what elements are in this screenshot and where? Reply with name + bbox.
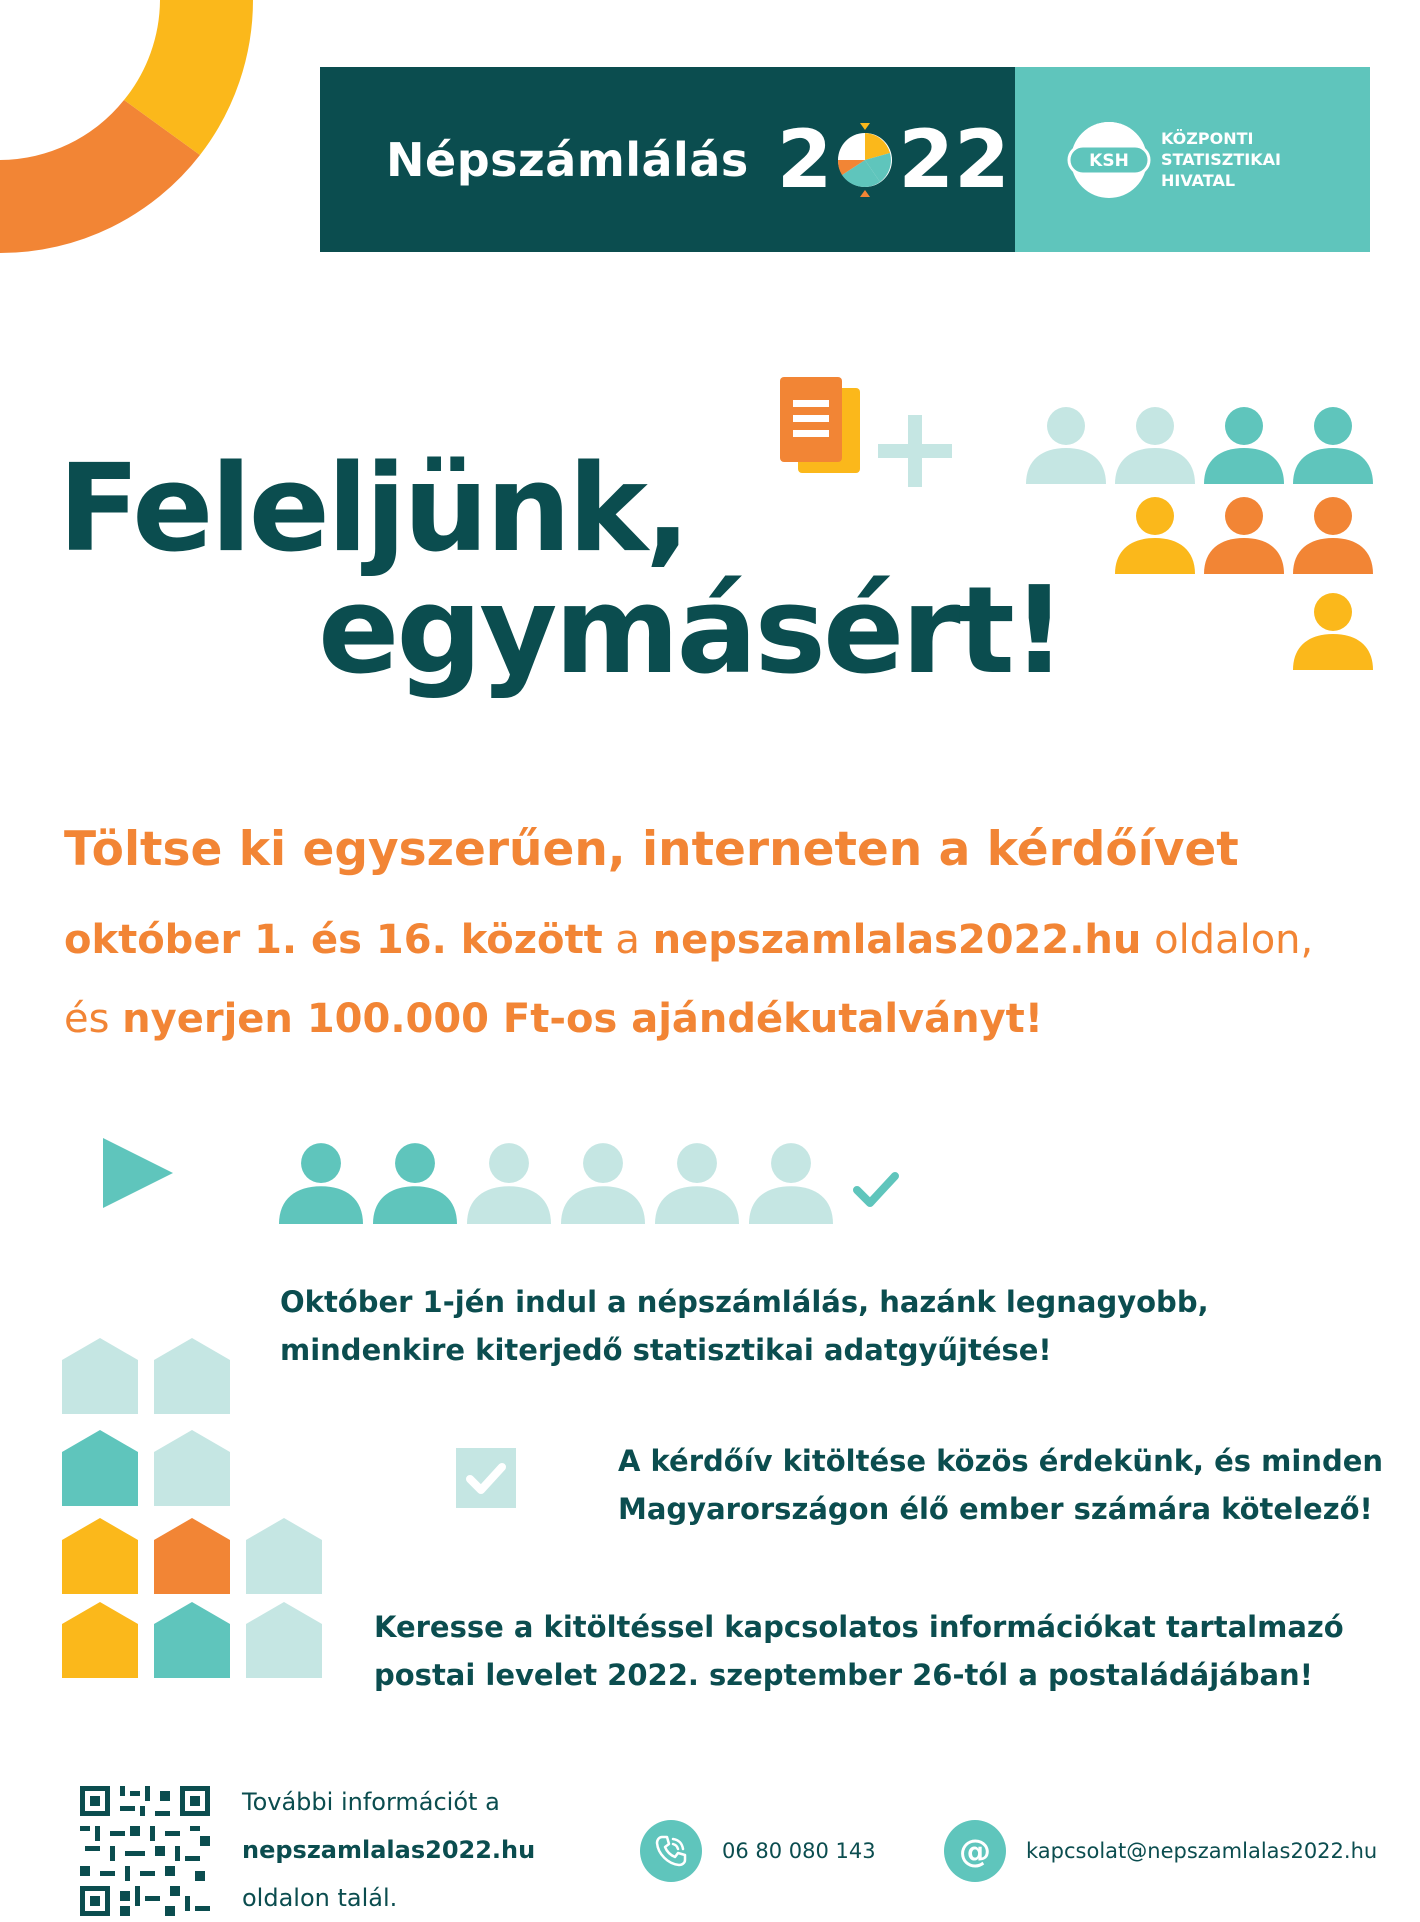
info-2-line-1: A kérdőív kitöltése közös érdekünk, és minden [618,1444,1384,1478]
census-title: Népszámlálás [386,132,749,187]
person-icon [1293,407,1373,484]
info-3-line-1: Keresse a kitöltéssel kapcsolatos információkat tartalmazó [374,1610,1344,1644]
ksh-logo [1067,118,1281,202]
ksh-line-3: HIVATAL [1161,171,1236,190]
checkbox-icon [456,1448,516,1508]
person-icon [467,1143,551,1224]
info-1-line-2: mindenkire kiterjedő statisztikai adatgyűjtése! [280,1333,1052,1367]
pie-chart-zero-icon [836,123,894,197]
plus-icon [878,415,952,487]
headline-line-2: egymásért! [318,562,1064,701]
info-3-line-2: postai levelet 2022. szeptember 26-tól a postaládájában! [374,1658,1313,1692]
headline-line-1: Feleljünk, [58,440,688,579]
person-icon [373,1143,457,1224]
person-icon [1204,407,1284,484]
header-banner [320,67,1370,252]
person-icon [1026,407,1106,484]
email-icon: @ [944,1820,1006,1882]
ksh-panel [1015,67,1370,252]
footer-find: oldalon talál. [242,1884,398,1912]
people-progress-illustration [95,1120,915,1230]
person-icon [1293,497,1373,574]
footer-more-info: További információt a [242,1788,500,1816]
house-icon [62,1430,138,1506]
corner-arc-decoration [0,0,260,260]
person-icon [561,1143,645,1224]
info-2-line-2: Magyarországon élő ember számára kötelező! [618,1492,1373,1526]
cta-dates: október 1. és 16. között [64,917,603,963]
info-mandatory [618,1437,1383,1533]
cta-website: nepszamlalas2022.hu [652,917,1142,963]
year-digits-22: 22 [898,112,1010,206]
house-icon [246,1602,322,1678]
info-census-start [280,1278,1209,1374]
ksh-logo-icon [1067,118,1151,202]
play-icon [103,1138,173,1208]
house-icon [154,1430,230,1506]
person-icon [655,1143,739,1224]
person-icon [749,1143,833,1224]
info-postal-letter [374,1603,1344,1699]
info-1-line-1: Október 1-jén indul a népszámlálás, hazánk legnagyobb, [280,1285,1209,1319]
phone-contact[interactable] [640,1820,876,1882]
person-icon [1115,407,1195,484]
houses-illustration [62,1338,332,1678]
ksh-abbr: KSH [1089,150,1129,171]
year-digit-2: 2 [776,112,833,206]
ksh-line-2: STATISZTIKAI [1161,150,1281,169]
cta-and: és [64,996,123,1042]
footer-website-link[interactable]: nepszamlalas2022.hu [242,1836,536,1864]
person-icon [279,1143,363,1224]
cta-connector: a [602,917,653,963]
census-year [776,112,1010,206]
document-icon [780,377,860,473]
house-icon [154,1518,230,1594]
phone-icon [640,1820,702,1882]
house-icon [62,1338,138,1414]
cta-ending: oldalon, [1141,917,1314,963]
email-contact[interactable] [944,1820,1377,1882]
house-icon [246,1518,322,1594]
cta-prize-line [64,996,1043,1042]
house-icon [154,1338,230,1414]
house-icon [62,1602,138,1678]
checkmark-icon [857,1176,895,1203]
phone-number[interactable]: 06 80 080 143 [722,1839,876,1863]
person-icon [1293,593,1373,670]
census-logo [320,67,1015,252]
qr-code[interactable] [80,1786,210,1916]
cta-prize: nyerjen 100.000 Ft-os ajándékutalványt! [122,996,1044,1042]
cta-headline: Töltse ki egyszerűen, interneten a kérdőívet [64,822,1239,877]
cta-dates-line [64,917,1313,963]
footer-info [242,1778,535,1922]
house-icon [154,1602,230,1678]
email-address[interactable]: kapcsolat@nepszamlalas2022.hu [1026,1839,1378,1863]
ksh-line-1: KÖZPONTI [1161,129,1254,148]
person-icon [1115,497,1195,574]
ksh-name [1161,128,1281,191]
person-icon [1204,497,1284,574]
house-icon [62,1518,138,1594]
